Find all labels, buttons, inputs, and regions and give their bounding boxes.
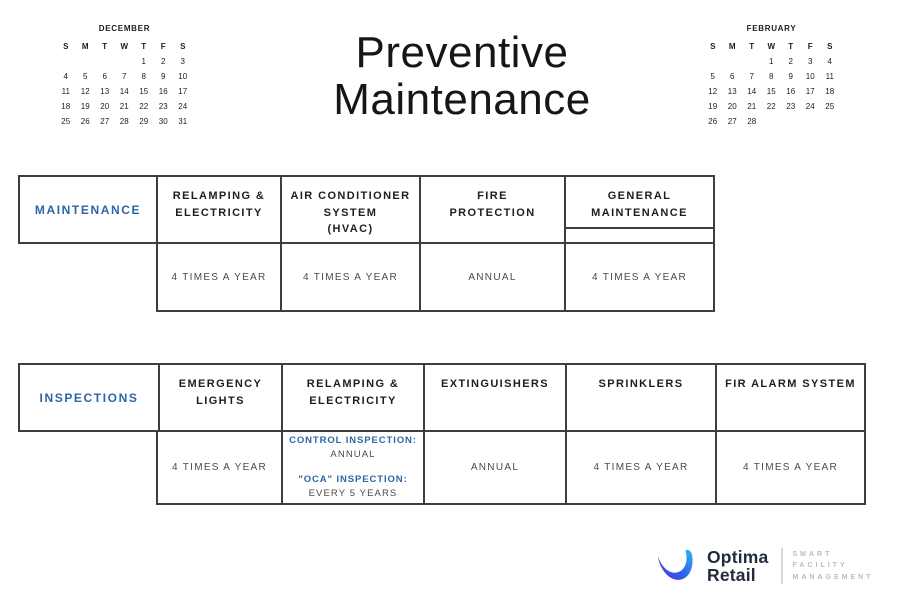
calendar-day: 14 — [747, 87, 757, 96]
calendar-day: 7 — [749, 72, 754, 81]
calendar-month-title: FEBRUARY — [746, 24, 797, 33]
calendar-day: 6 — [102, 72, 107, 81]
inspections-table-header-row — [18, 363, 866, 432]
calendar-day: 10 — [805, 72, 815, 81]
calendar-day-header: S — [827, 42, 833, 51]
calendar-day: 2 — [788, 57, 793, 66]
calendar-day: 16 — [158, 87, 168, 96]
calendar-day: 21 — [119, 102, 129, 111]
calendar-grid — [703, 39, 840, 129]
calendar-day: 26 — [708, 117, 718, 126]
frequency-text: 4 TIMES A YEAR — [171, 271, 267, 283]
calendar-day-header: T — [749, 42, 755, 51]
inspections-label-text: INSPECTIONS — [39, 390, 139, 405]
calendar-day: 15 — [139, 87, 149, 96]
calendar-day: 31 — [178, 117, 188, 126]
header-line: SYSTEM — [323, 206, 378, 219]
header-line: AIR CONDITIONER — [290, 190, 411, 202]
maintenance-table-header-row — [18, 175, 715, 244]
header-line: SPRINKLERS — [598, 378, 684, 390]
calendar-day: 22 — [139, 102, 149, 111]
maintenance-label-text: MAINTENANCE — [34, 202, 142, 217]
header-line: ELECTRICITY — [309, 394, 397, 407]
calendar-day: 21 — [747, 102, 757, 111]
calendar-day-header: F — [807, 42, 813, 51]
header-line: FIR ALARM SYSTEM — [725, 378, 856, 390]
calendar-grid — [56, 39, 193, 129]
calendar-day: 8 — [141, 72, 146, 81]
calendar-day-header: S — [63, 42, 69, 51]
calendar-day: 16 — [786, 87, 796, 96]
calendar-day: 9 — [788, 72, 793, 81]
calendar-day: 12 — [708, 87, 718, 96]
calendar-day: 1 — [141, 57, 146, 66]
inspection-type-value: EVERY 5 YEARS — [308, 487, 398, 499]
inspections-row-label — [20, 365, 158, 430]
inspection-type-label: "OCA" INSPECTION: — [298, 473, 408, 485]
header-line: EMERGENCY — [178, 378, 263, 390]
calendar-day: 5 — [83, 72, 88, 81]
calendar-day: 15 — [766, 87, 776, 96]
calendar-day: 23 — [786, 102, 796, 111]
frequency-text: 4 TIMES A YEAR — [591, 271, 688, 283]
calendar-day: 24 — [178, 102, 188, 111]
calendar-february — [703, 24, 840, 129]
brand-line: Retail — [707, 565, 756, 585]
calendar-day-header: T — [141, 42, 147, 51]
header-line: (HVAC) — [327, 223, 374, 235]
calendar-day: 6 — [730, 72, 735, 81]
calendar-day-header: S — [180, 42, 186, 51]
calendar-day-header: T — [102, 42, 108, 51]
calendar-day: 25 — [61, 117, 71, 126]
column-header-emergency-lights — [158, 365, 281, 430]
calendar-day: 23 — [158, 102, 168, 111]
frequency-text: ANNUAL — [470, 462, 520, 473]
tagline-line: MANAGEMENT — [792, 573, 874, 581]
tagline-line: FACILITY — [792, 562, 848, 570]
column-header-sprinklers — [565, 365, 715, 430]
calendar-day: 29 — [139, 117, 149, 126]
frequency-text: 4 TIMES A YEAR — [742, 462, 839, 473]
column-header-extinguishers — [423, 365, 565, 430]
maintenance-row-label — [20, 177, 156, 242]
calendar-day: 24 — [805, 102, 815, 111]
column-header-fire-protection — [419, 177, 564, 242]
calendar-day: 5 — [710, 72, 715, 81]
frequency-cell-relamping-inspections — [281, 432, 423, 503]
calendar-day: 26 — [80, 117, 90, 126]
calendar-day: 3 — [808, 57, 813, 66]
inspection-type-label: CONTROL INSPECTION: — [289, 435, 417, 446]
calendar-day: 27 — [727, 117, 737, 126]
brand-tagline — [793, 549, 874, 584]
calendar-month-title: DECEMBER — [98, 24, 151, 33]
frequency-cell-extinguishers — [423, 432, 565, 503]
swoosh-check-icon — [649, 543, 699, 589]
calendar-day: 19 — [708, 102, 718, 111]
frequency-cell-sprinklers — [565, 432, 715, 503]
calendar-day: 30 — [158, 117, 168, 126]
calendar-day-header: W — [767, 42, 776, 51]
calendar-day: 20 — [727, 102, 737, 111]
calendar-day: 13 — [100, 87, 110, 96]
frequency-cell-hvac — [280, 244, 419, 310]
general-maintenance-cell-divider — [566, 227, 713, 229]
calendar-day: 18 — [61, 102, 71, 111]
calendar-day: 2 — [161, 57, 166, 66]
calendar-day: 4 — [827, 57, 832, 66]
calendar-day: 19 — [80, 102, 90, 111]
calendar-day-header: S — [710, 42, 716, 51]
calendar-day: 28 — [119, 117, 129, 126]
frequency-cell-relamping — [158, 244, 280, 310]
header-line: EXTINGUISHERS — [440, 378, 550, 390]
calendar-december — [56, 24, 193, 129]
calendar-day: 17 — [805, 87, 815, 96]
header-line: ELECTRICITY — [175, 206, 263, 219]
calendar-day: 4 — [63, 72, 68, 81]
calendar-day: 1 — [769, 57, 774, 66]
calendar-day-header: M — [81, 42, 89, 51]
frequency-text: ANNUAL — [468, 271, 517, 283]
maintenance-table-frequency-row — [156, 244, 715, 312]
calendar-day: 25 — [825, 102, 835, 111]
calendar-day: 18 — [825, 87, 835, 96]
calendar-day: 8 — [769, 72, 774, 81]
calendar-day: 27 — [100, 117, 110, 126]
optima-retail-logo — [649, 543, 873, 589]
calendar-day: 13 — [727, 87, 737, 96]
calendar-day: 9 — [161, 72, 166, 81]
calendar-day-header: W — [120, 42, 129, 51]
frequency-cell-fire-protection — [419, 244, 564, 310]
header-line: PROTECTION — [449, 206, 536, 219]
brand-line: Optima — [707, 546, 769, 567]
frequency-cell-fir-alarm — [715, 432, 864, 503]
header-line: RELAMPING & — [306, 378, 400, 390]
frequency-cell-emergency-lights — [158, 432, 281, 503]
calendar-day: 22 — [766, 102, 776, 111]
calendar-day-header: F — [160, 42, 166, 51]
column-header-fir-alarm-system — [715, 365, 864, 430]
calendar-day: 17 — [178, 87, 188, 96]
header-line: LIGHTS — [196, 394, 245, 407]
column-header-air-conditioner-hvac — [280, 177, 419, 242]
column-header-relamping-electricity — [156, 177, 280, 242]
inspection-type-value: ANNUAL — [330, 449, 376, 461]
calendar-day: 3 — [180, 57, 185, 66]
calendar-day: 28 — [747, 117, 757, 126]
header-line: MAINTENANCE — [591, 206, 688, 219]
header-line: RELAMPING & — [172, 190, 266, 202]
tagline-line: SMART — [792, 550, 833, 558]
frequency-text: 4 TIMES A YEAR — [593, 462, 689, 473]
calendar-day: 7 — [122, 72, 127, 81]
column-header-general-maintenance — [564, 177, 713, 242]
header-line: GENERAL — [607, 190, 672, 202]
calendar-day: 10 — [178, 72, 188, 81]
inspections-table-frequency-row — [156, 432, 866, 505]
logo-divider — [781, 548, 783, 584]
calendar-day-header: M — [728, 42, 736, 51]
page-title: Preventive Maintenance — [333, 28, 591, 125]
column-header-relamping-electricity-inspection — [281, 365, 423, 430]
frequency-text: 4 TIMES A YEAR — [171, 462, 268, 473]
calendar-day: 14 — [119, 87, 129, 96]
frequency-text: 4 TIMES A YEAR — [302, 271, 399, 283]
frequency-cell-general-maintenance — [564, 244, 713, 310]
calendar-day: 11 — [825, 72, 834, 81]
calendar-day: 11 — [61, 87, 70, 96]
calendar-day-header: T — [788, 42, 794, 51]
calendar-day: 20 — [100, 102, 110, 111]
header-line: FIRE — [477, 190, 508, 202]
brand-name — [707, 548, 769, 584]
calendar-day: 12 — [80, 87, 90, 96]
